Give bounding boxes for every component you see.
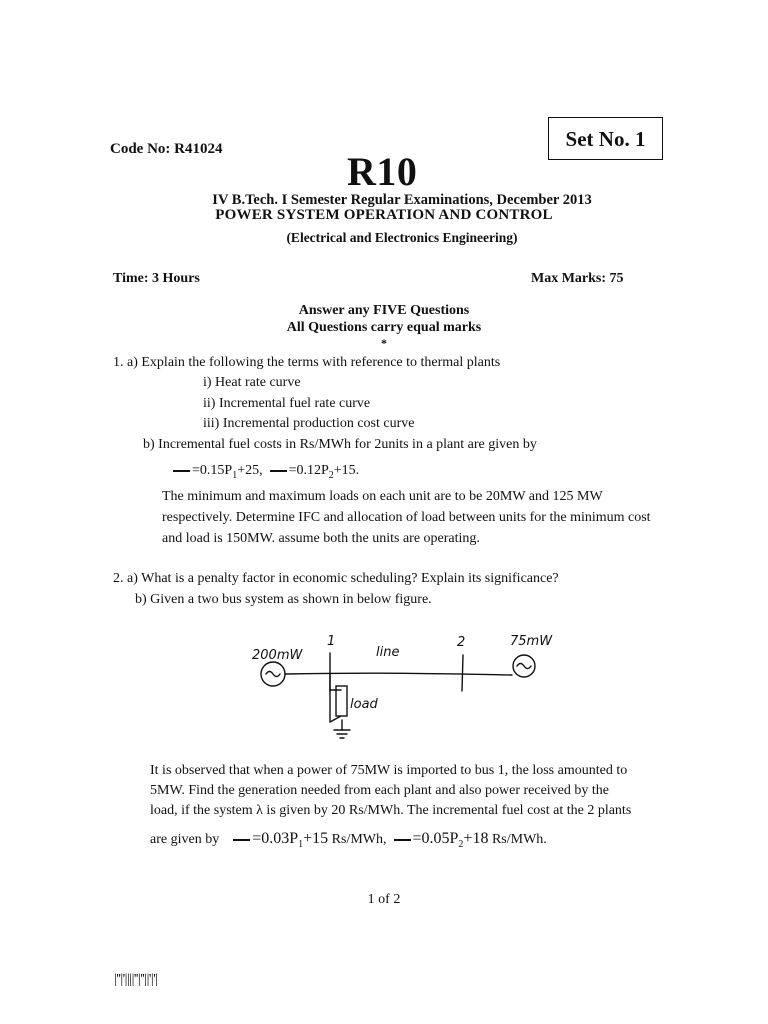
page-number: 1 of 2: [367, 892, 401, 907]
q1-para-line-2: respectively. Determine IFC and allocation of load between units for the minimum cost: [162, 510, 651, 525]
max-marks: Max Marks: 75: [531, 271, 624, 286]
figure-line-label: line: [376, 645, 400, 660]
regulation-label: R10: [347, 149, 418, 194]
q1-para-line-3: and load is 150MW. assume both the units are operating.: [162, 531, 480, 546]
figure-bus-1-label: 1: [327, 634, 336, 649]
figure-right-power: 75mW: [510, 634, 553, 649]
figure-bus-2-label: 2: [457, 635, 466, 650]
figure-left-power: 200mW: [252, 648, 303, 663]
q1-equations: $=0.15P_1+25$, $=0.12P_2+15$.: [173, 461, 359, 486]
transmission-line: [285, 673, 512, 675]
q2-part-b: b) Given a two bus system as shown in below figure.: [135, 592, 432, 607]
q2-para-line-1: It is observed that when a power of 75MW is imported to bus 1, the loss amounted to: [150, 763, 628, 778]
separator-star: *: [381, 336, 387, 350]
q1-para-line-1: The minimum and maximum loads on each unit are to be 20MW and 125 MW: [162, 489, 603, 504]
q2-part-a: 2. a) What is a penalty factor in economic scheduling? Explain its significance?: [113, 571, 559, 586]
barcode-text: |''|'||||''|''||'|'|: [114, 972, 158, 987]
figure-load-label: load: [350, 697, 378, 712]
instruction-answer: Answer any FIVE Questions: [298, 303, 470, 318]
q1-item-1: i) Heat rate curve: [203, 375, 301, 390]
q2-equations: are given by $=0.03P_1+15$ Rs/MWh, $=0.05P_2+18$ Rs/MWh.: [150, 830, 547, 850]
q1-item-2: ii) Incremental fuel rate curve: [203, 396, 371, 411]
fraction-blank: [233, 839, 250, 841]
q2-para-line-3: load, if the system λ is given by 20 Rs/MWh. The incremental fuel cost at the 2 plants: [150, 803, 632, 818]
q2-para-line-2: 5MW. Find the generation needed from each plant and also power received by the: [150, 783, 609, 798]
subject-title: POWER SYSTEM OPERATION AND CONTROL: [215, 207, 553, 223]
bus-2-marker: [462, 655, 463, 691]
fraction-blank: [173, 470, 190, 472]
branch-name: (Electrical and Electronics Engineering): [286, 230, 518, 245]
q1-part-b: b) Incremental fuel costs in Rs/MWh for 2units in a plant are given by: [143, 437, 537, 452]
fraction-blank: [270, 470, 287, 472]
exam-time: Time: 3 Hours: [113, 271, 200, 286]
instruction-marks: All Questions carry equal marks: [286, 320, 482, 335]
code-number: Code No: R41024: [110, 141, 223, 157]
set-number-box: Set No. 1: [548, 117, 663, 160]
exam-title: IV B.Tech. I Semester Regular Examinations, December 2013: [212, 192, 592, 208]
fraction-blank: [394, 839, 411, 841]
q1-part-a: 1. a) Explain the following the terms with reference to thermal plants: [113, 355, 501, 370]
q1-item-3: iii) Incremental production cost curve: [203, 416, 415, 431]
two-bus-figure: [230, 628, 580, 748]
